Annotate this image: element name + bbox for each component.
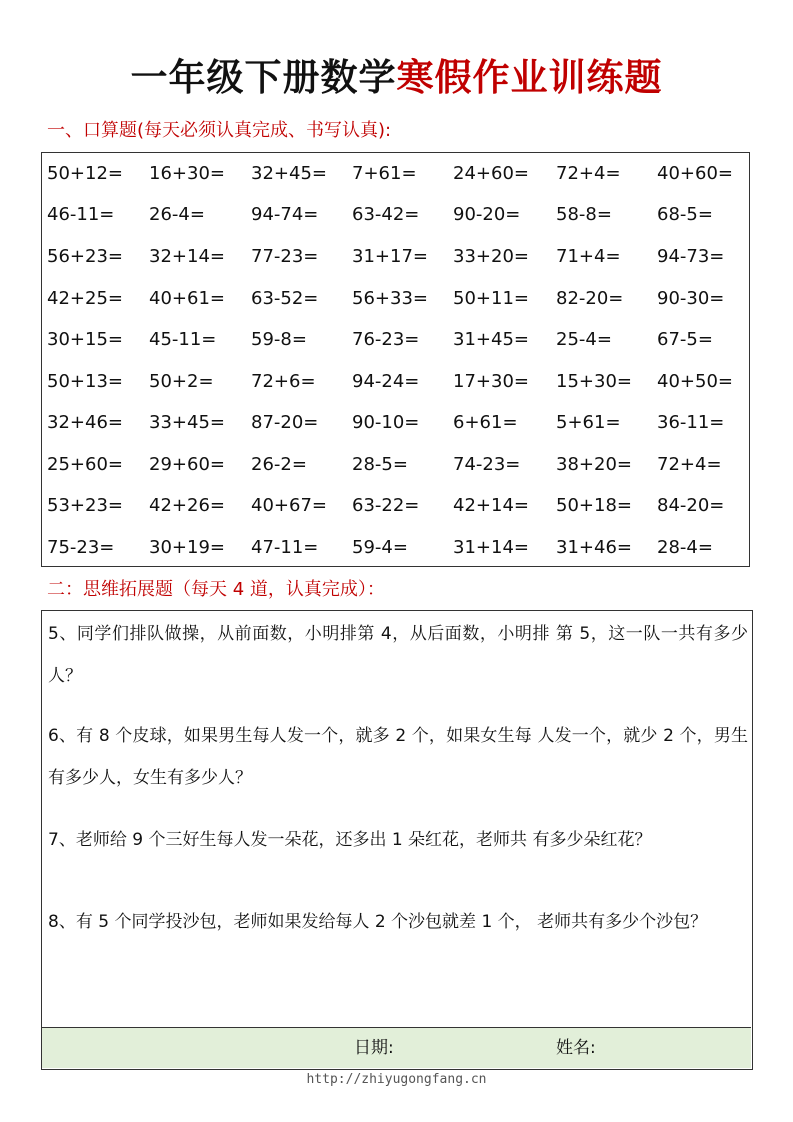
arithmetic-problem: 50+18= (556, 495, 632, 516)
arithmetic-problem: 94-73= (657, 246, 725, 267)
arithmetic-problem: 90-30= (657, 288, 725, 309)
arithmetic-problem: 29+60= (149, 454, 225, 475)
arithmetic-row (47, 325, 747, 355)
arithmetic-problem: 26-2= (251, 454, 307, 475)
question-8: 8、有 5 个同学投沙包，老师如果发给每人 2 个沙包就差 1 个， 老师共有多少个沙包？ (48, 912, 708, 932)
arithmetic-problem: 40+67= (251, 495, 327, 516)
arithmetic-problem: 63-42= (352, 204, 420, 225)
arithmetic-problem: 87-20= (251, 412, 319, 433)
arithmetic-problem: 67-5= (657, 329, 713, 350)
arithmetic-problem: 5+61= (556, 412, 621, 433)
arithmetic-problem: 46-11= (47, 204, 115, 225)
arithmetic-problem: 50+2= (149, 371, 214, 392)
arithmetic-problem: 56+33= (352, 288, 428, 309)
website-url: http://zhiyugongfang.cn (306, 1072, 487, 1087)
date-name-bar (42, 1027, 751, 1068)
page-title (0, 52, 793, 104)
arithmetic-row (47, 408, 747, 438)
arithmetic-problem: 31+14= (453, 537, 529, 558)
arithmetic-problem: 42+14= (453, 495, 529, 516)
arithmetic-problem: 32+46= (47, 412, 123, 433)
arithmetic-problem: 47-11= (251, 537, 319, 558)
arithmetic-row (47, 367, 747, 397)
arithmetic-problem: 59-4= (352, 537, 408, 558)
name-label: 姓名: (556, 1038, 596, 1058)
arithmetic-row (47, 450, 747, 480)
arithmetic-problem: 94-74= (251, 204, 319, 225)
arithmetic-problem: 84-20= (657, 495, 725, 516)
arithmetic-problem: 90-10= (352, 412, 420, 433)
arithmetic-row (47, 159, 747, 189)
arithmetic-row (47, 533, 747, 563)
arithmetic-problem: 24+60= (453, 163, 529, 184)
question-6: 6、有 8 个皮球，如果男生每人发一个，就多 2 个，如果女生每 人发一个，就少 2 个，男生有多少人，女生有多少人？ (48, 726, 748, 788)
arithmetic-problem: 38+20= (556, 454, 632, 475)
arithmetic-problem: 33+20= (453, 246, 529, 267)
arithmetic-problem: 7+61= (352, 163, 417, 184)
arithmetic-problem: 63-52= (251, 288, 319, 309)
question-5: 5、同学们排队做操，从前面数，小明排第 4，从后面数，小明排 第 5，这一队一共有多少人？ (48, 624, 748, 686)
page-title-part1: 一年级下册数学 (130, 56, 397, 99)
arithmetic-problem: 30+15= (47, 329, 123, 350)
arithmetic-problem: 50+11= (453, 288, 529, 309)
arithmetic-problem: 72+4= (556, 163, 621, 184)
arithmetic-problem: 15+30= (556, 371, 632, 392)
arithmetic-problem: 31+46= (556, 537, 632, 558)
section2-heading: 二：思维拓展题（每天 4 道，认真完成）： (47, 579, 385, 600)
arithmetic-problem: 42+26= (149, 495, 225, 516)
section1-heading: 一、口算题(每天必须认真完成、书写认真): (47, 120, 392, 141)
arithmetic-problem: 25-4= (556, 329, 612, 350)
arithmetic-problem: 31+17= (352, 246, 428, 267)
arithmetic-problem: 72+4= (657, 454, 722, 475)
arithmetic-problem: 32+14= (149, 246, 225, 267)
arithmetic-problem: 90-20= (453, 204, 521, 225)
arithmetic-problem: 28-4= (657, 537, 713, 558)
arithmetic-problem: 17+30= (453, 371, 529, 392)
arithmetic-problem: 72+6= (251, 371, 316, 392)
question-7: 7、老师给 9 个三好生每人发一朵花，还多出 1 朵红花，老师共 有多少朵红花？ (48, 830, 652, 850)
arithmetic-problem: 76-23= (352, 329, 420, 350)
arithmetic-row (47, 242, 747, 272)
date-label: 日期: (354, 1038, 394, 1058)
arithmetic-problem: 40+60= (657, 163, 733, 184)
arithmetic-problem: 77-23= (251, 246, 319, 267)
arithmetic-problem: 50+13= (47, 371, 123, 392)
arithmetic-problem: 59-8= (251, 329, 307, 350)
arithmetic-problem: 45-11= (149, 329, 217, 350)
arithmetic-problem: 56+23= (47, 246, 123, 267)
arithmetic-problem: 16+30= (149, 163, 225, 184)
arithmetic-problem: 40+50= (657, 371, 733, 392)
arithmetic-row (47, 200, 747, 230)
arithmetic-problem: 28-5= (352, 454, 408, 475)
arithmetic-problem: 63-22= (352, 495, 420, 516)
arithmetic-row (47, 284, 747, 314)
arithmetic-row (47, 491, 747, 521)
arithmetic-problem: 53+23= (47, 495, 123, 516)
arithmetic-problem: 75-23= (47, 537, 115, 558)
arithmetic-problem: 82-20= (556, 288, 624, 309)
arithmetic-problem: 74-23= (453, 454, 521, 475)
arithmetic-problem: 58-8= (556, 204, 612, 225)
arithmetic-problem: 42+25= (47, 288, 123, 309)
arithmetic-problem: 25+60= (47, 454, 123, 475)
arithmetic-problem: 26-4= (149, 204, 205, 225)
thinking-problems-box (41, 610, 753, 1070)
arithmetic-problem: 33+45= (149, 412, 225, 433)
arithmetic-problem: 36-11= (657, 412, 725, 433)
page-title-part2: 寒假作业训练题 (396, 56, 663, 99)
arithmetic-problem: 94-24= (352, 371, 420, 392)
arithmetic-problem: 40+61= (149, 288, 225, 309)
arithmetic-problem: 50+12= (47, 163, 123, 184)
arithmetic-problem: 32+45= (251, 163, 327, 184)
arithmetic-grid (41, 152, 750, 567)
arithmetic-problem: 71+4= (556, 246, 621, 267)
arithmetic-problem: 31+45= (453, 329, 529, 350)
arithmetic-problem: 30+19= (149, 537, 225, 558)
arithmetic-problem: 6+61= (453, 412, 518, 433)
arithmetic-problem: 68-5= (657, 204, 713, 225)
